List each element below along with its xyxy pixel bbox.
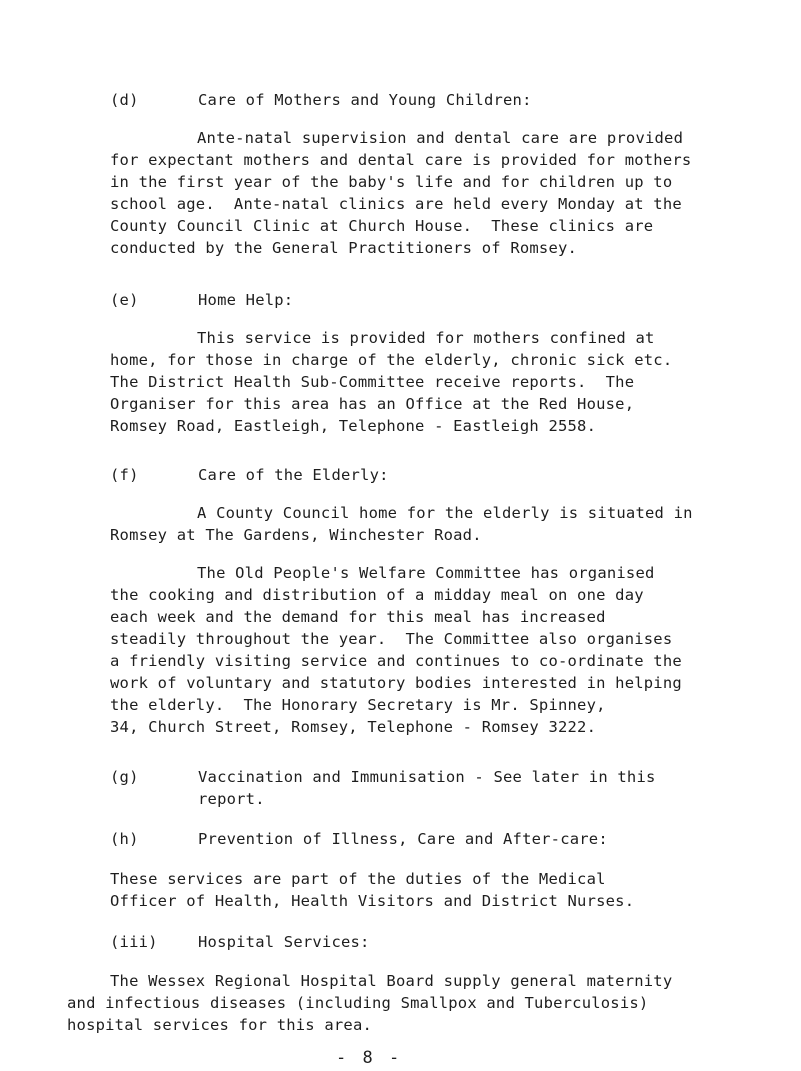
section-iii-line: The Wessex Regional Hospital Board supply general maternity — [110, 972, 673, 990]
section-f-line: steadily throughout the year. The Committee also organises — [110, 630, 673, 648]
section-d-label: (d) — [110, 91, 139, 109]
section-d-heading — [110, 90, 532, 110]
section-f-line: the elderly. The Honorary Secretary is Mr. Spinney, — [110, 696, 606, 714]
section-f-line: The Old People's Welfare Committee has organised — [197, 564, 655, 582]
section-d-title: Care of Mothers and Young Children: — [198, 91, 532, 109]
section-f-label: (f) — [110, 466, 139, 484]
section-d-line: for expectant mothers and dental care is provided for mothers — [110, 151, 692, 169]
section-e-line: The District Health Sub-Committee receive reports. The — [110, 373, 635, 391]
page-number: - 8 - — [336, 1048, 403, 1068]
section-e-line: home, for those in charge of the elderly, chronic sick etc. — [110, 351, 673, 369]
section-iii-label: (iii) — [110, 933, 158, 951]
section-f-heading — [110, 465, 389, 485]
section-g-title: Vaccination and Immunisation - See later in this — [198, 768, 656, 786]
section-e-line: Romsey Road, Eastleigh, Telephone - Eastleigh 2558. — [110, 417, 597, 435]
section-h-title: Prevention of Illness, Care and After-care: — [198, 830, 608, 848]
section-d-line: Ante-natal supervision and dental care are provided — [197, 129, 684, 147]
section-d-line: conducted by the General Practitioners of Romsey. — [110, 239, 578, 257]
section-e-label: (e) — [110, 291, 139, 309]
section-f-line: work of voluntary and statutory bodies interested in helping — [110, 674, 682, 692]
section-f-line: a friendly visiting service and continues to co-ordinate the — [110, 652, 682, 670]
section-f-title: Care of the Elderly: — [198, 466, 389, 484]
section-g-title-cont: report. — [198, 790, 265, 808]
section-e-line: Organiser for this area has an Office at the Red House, — [110, 395, 635, 413]
section-d-line: County Council Clinic at Church House. These clinics are — [110, 217, 654, 235]
section-h-heading — [110, 829, 608, 849]
section-f-line: the cooking and distribution of a midday meal on one day — [110, 586, 644, 604]
section-e-heading — [110, 290, 293, 310]
section-iii-line: hospital services for this area. — [67, 1016, 373, 1034]
section-g-heading — [110, 767, 656, 787]
section-d-line: school age. Ante-natal clinics are held every Monday at the — [110, 195, 682, 213]
section-g-label: (g) — [110, 768, 139, 786]
section-h-label: (h) — [110, 830, 139, 848]
section-f-line: 34, Church Street, Romsey, Telephone - Romsey 3222. — [110, 718, 597, 736]
section-h-line: Officer of Health, Health Visitors and District Nurses. — [110, 892, 635, 910]
section-f-line: A County Council home for the elderly is situated in — [197, 504, 693, 522]
section-f-line: each week and the demand for this meal has increased — [110, 608, 606, 626]
section-e-title: Home Help: — [198, 291, 294, 309]
section-iii-title: Hospital Services: — [198, 933, 370, 951]
section-f-line: Romsey at The Gardens, Winchester Road. — [110, 526, 482, 544]
section-iii-line: and infectious diseases (including Smallpox and Tuberculosis) — [67, 994, 649, 1012]
section-e-line: This service is provided for mothers confined at — [197, 329, 655, 347]
section-iii-heading — [110, 932, 370, 952]
section-h-line: These services are part of the duties of the Medical — [110, 870, 606, 888]
section-d-line: in the first year of the baby's life and for children up to — [110, 173, 673, 191]
